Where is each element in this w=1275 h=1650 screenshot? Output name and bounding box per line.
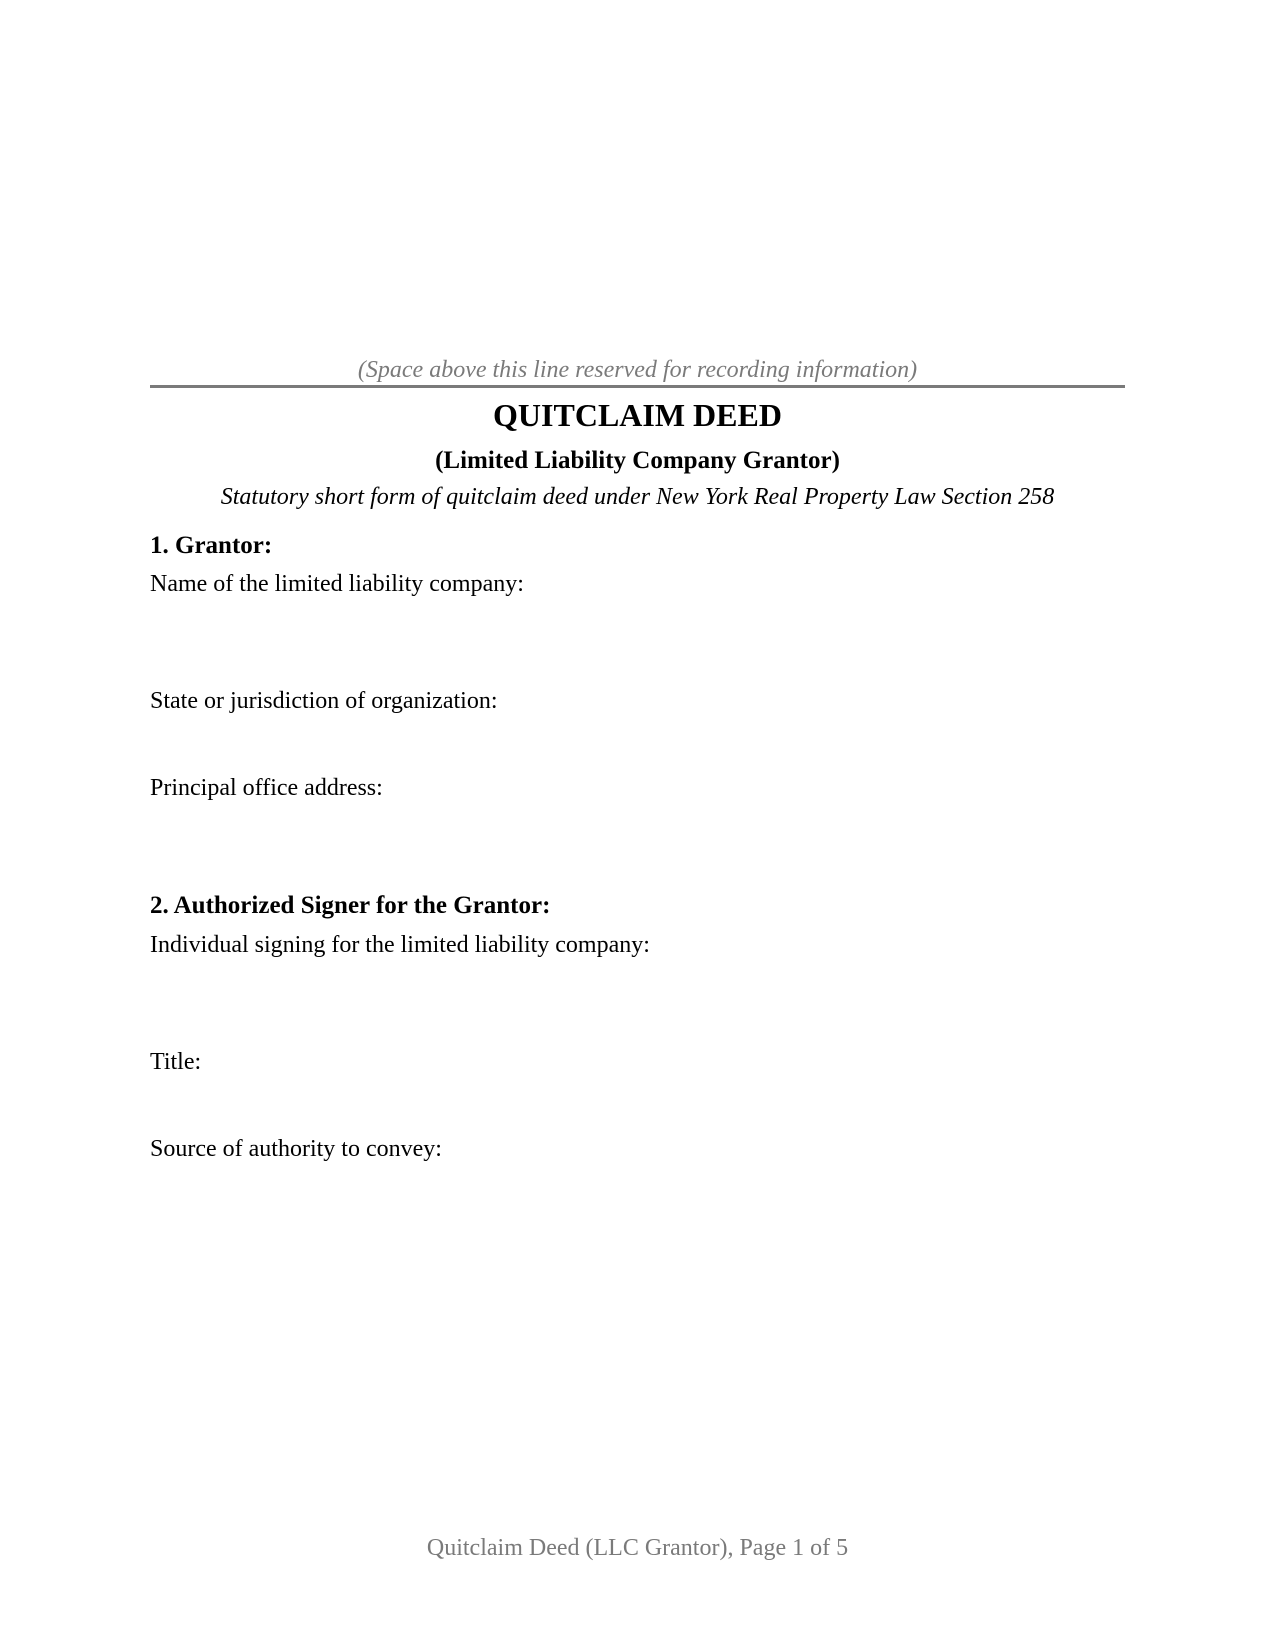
field-label-jurisdiction: State or jurisdiction of organization: (150, 688, 498, 714)
statute-reference: Statutory short form of quitclaim deed under New York Real Property Law Section 258 (220, 484, 1055, 510)
document-title: QUITCLAIM DEED (493, 397, 782, 433)
section-heading-grantor: 1. Grantor: (150, 532, 273, 559)
field-label-title: Title: (150, 1049, 202, 1075)
page-footer: Quitclaim Deed (LLC Grantor), Page 1 of 5 (426, 1535, 849, 1561)
document-subtitle: (Limited Liability Company Grantor) (435, 447, 840, 474)
field-label-llc-name: Name of the limited liability company: (150, 571, 524, 597)
recording-divider-line (150, 385, 1125, 388)
field-label-principal-office: Principal office address: (150, 775, 383, 801)
field-label-authority-source: Source of authority to convey: (150, 1136, 442, 1162)
recording-space-note: (Space above this line reserved for recording information) (357, 357, 918, 383)
field-label-individual-signer: Individual signing for the limited liability company: (150, 932, 650, 958)
section-heading-authorized-signer: 2. Authorized Signer for the Grantor: (150, 892, 551, 919)
